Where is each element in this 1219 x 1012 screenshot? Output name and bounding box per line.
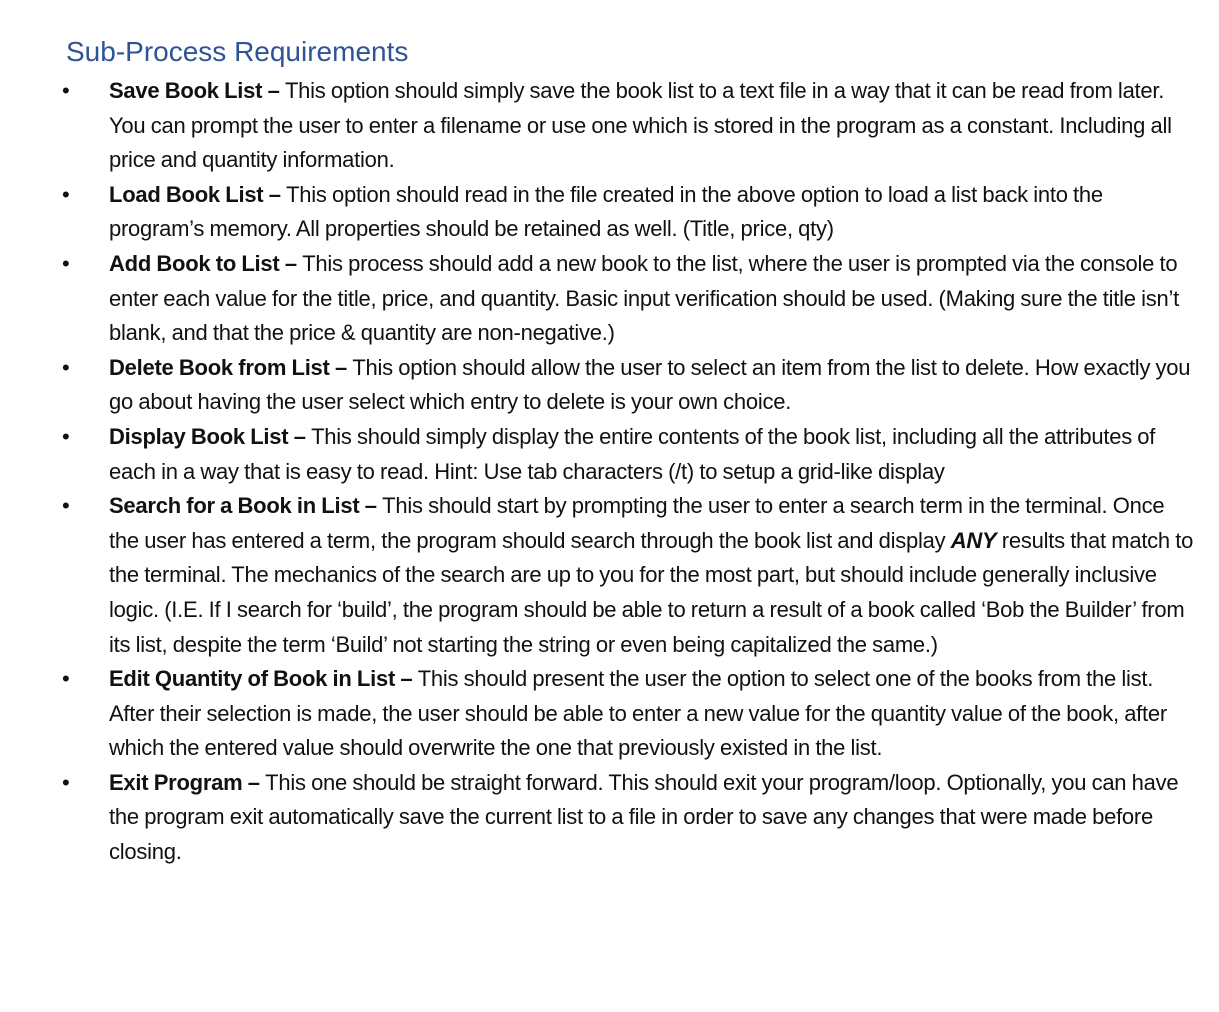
requirement-description: This option should simply save the book list to a text file in a way that it can be read from later. You can prompt the user to enter a filename or use one which is stored in the program as a constant. Including all price and quantity information. [109, 78, 1172, 173]
requirement-description: This should present the user the option to select one of the books from the list. After their selection is made, the user should be able to enter a new value for the quantity value of the book, after which the entered value should overwrite the one that previously existed in the list. [109, 666, 1167, 761]
requirement-load-book-list [0, 178, 1219, 247]
requirement-description: This option should allow the user to select an item from the list to delete. How exactly you go about having the user select which entry to delete is your own choice. [109, 354, 1191, 415]
requirement-add-book [0, 247, 1219, 351]
requirement-exit-program [0, 766, 1219, 870]
bullet-icon: • [62, 493, 70, 519]
requirement-edit-quantity [0, 662, 1219, 766]
requirement-title: Delete Book from List – [109, 354, 353, 380]
bullet-icon: • [62, 250, 70, 276]
requirement-save-book-list [0, 74, 1219, 178]
requirement-title: Load Book List – [109, 181, 287, 207]
requirement-description: This should simply display the entire contents of the book list, including all the attributes of each in a way that is easy to read. Hint: Use tab characters (/t) to setup a grid-like display [109, 423, 1156, 484]
requirement-title: Search for a Book in List – [109, 493, 383, 519]
bullet-icon: • [62, 354, 70, 380]
requirement-text-after: results that match to the terminal. The mechanics of the search are up to you for the most part, but should include generally inclusive logic. (I.E. If I search for ‘build’, the program should be able to return a result of a book called ‘Bob the Builder’ from its list, despite the term ‘Build’ not starting the string or even being capitalized the same.) [109, 527, 1194, 657]
requirement-text-before: This should start by prompting the user to enter a search term in the terminal. Once the user has entered a term, the program should search through the book list and display [109, 493, 1165, 553]
section-heading: Sub-Process Requirements [66, 36, 409, 67]
bullet-icon: • [62, 769, 70, 795]
bullet-icon: • [62, 78, 70, 103]
requirement-delete-book [0, 351, 1219, 420]
requirement-title: Display Book List – [109, 423, 312, 449]
requirement-title: Exit Program – [109, 769, 266, 795]
requirements-list [0, 74, 1219, 870]
requirement-display-book-list [0, 420, 1219, 489]
emphasis-text: ANY [950, 527, 997, 553]
requirement-title: Add Book to List – [109, 250, 303, 276]
bullet-icon: • [62, 666, 70, 692]
requirement-search-book [0, 489, 1219, 662]
requirement-description: This option should read in the file created in the above option to load a list back into the program’s memory. All properties should be retained as well. (Title, price, qty) [109, 181, 1103, 242]
requirement-title: Edit Quantity of Book in List – [109, 666, 418, 692]
bullet-icon: • [62, 181, 70, 207]
requirement-description: This process should add a new book to the list, where the user is prompted via the console to enter each value for the title, price, and quantity. Basic input verification should be used. (Making sure the title isn’t blank, and that the price & quantity are non-negative.) [109, 250, 1179, 346]
requirement-title: Save Book List – [109, 78, 285, 103]
bullet-icon: • [62, 423, 70, 449]
requirement-description: This one should be straight forward. This should exit your program/loop. Optionally, you can have the program exit automatically save the current list to a file in order to save any changes that were made before closing. [109, 769, 1179, 865]
